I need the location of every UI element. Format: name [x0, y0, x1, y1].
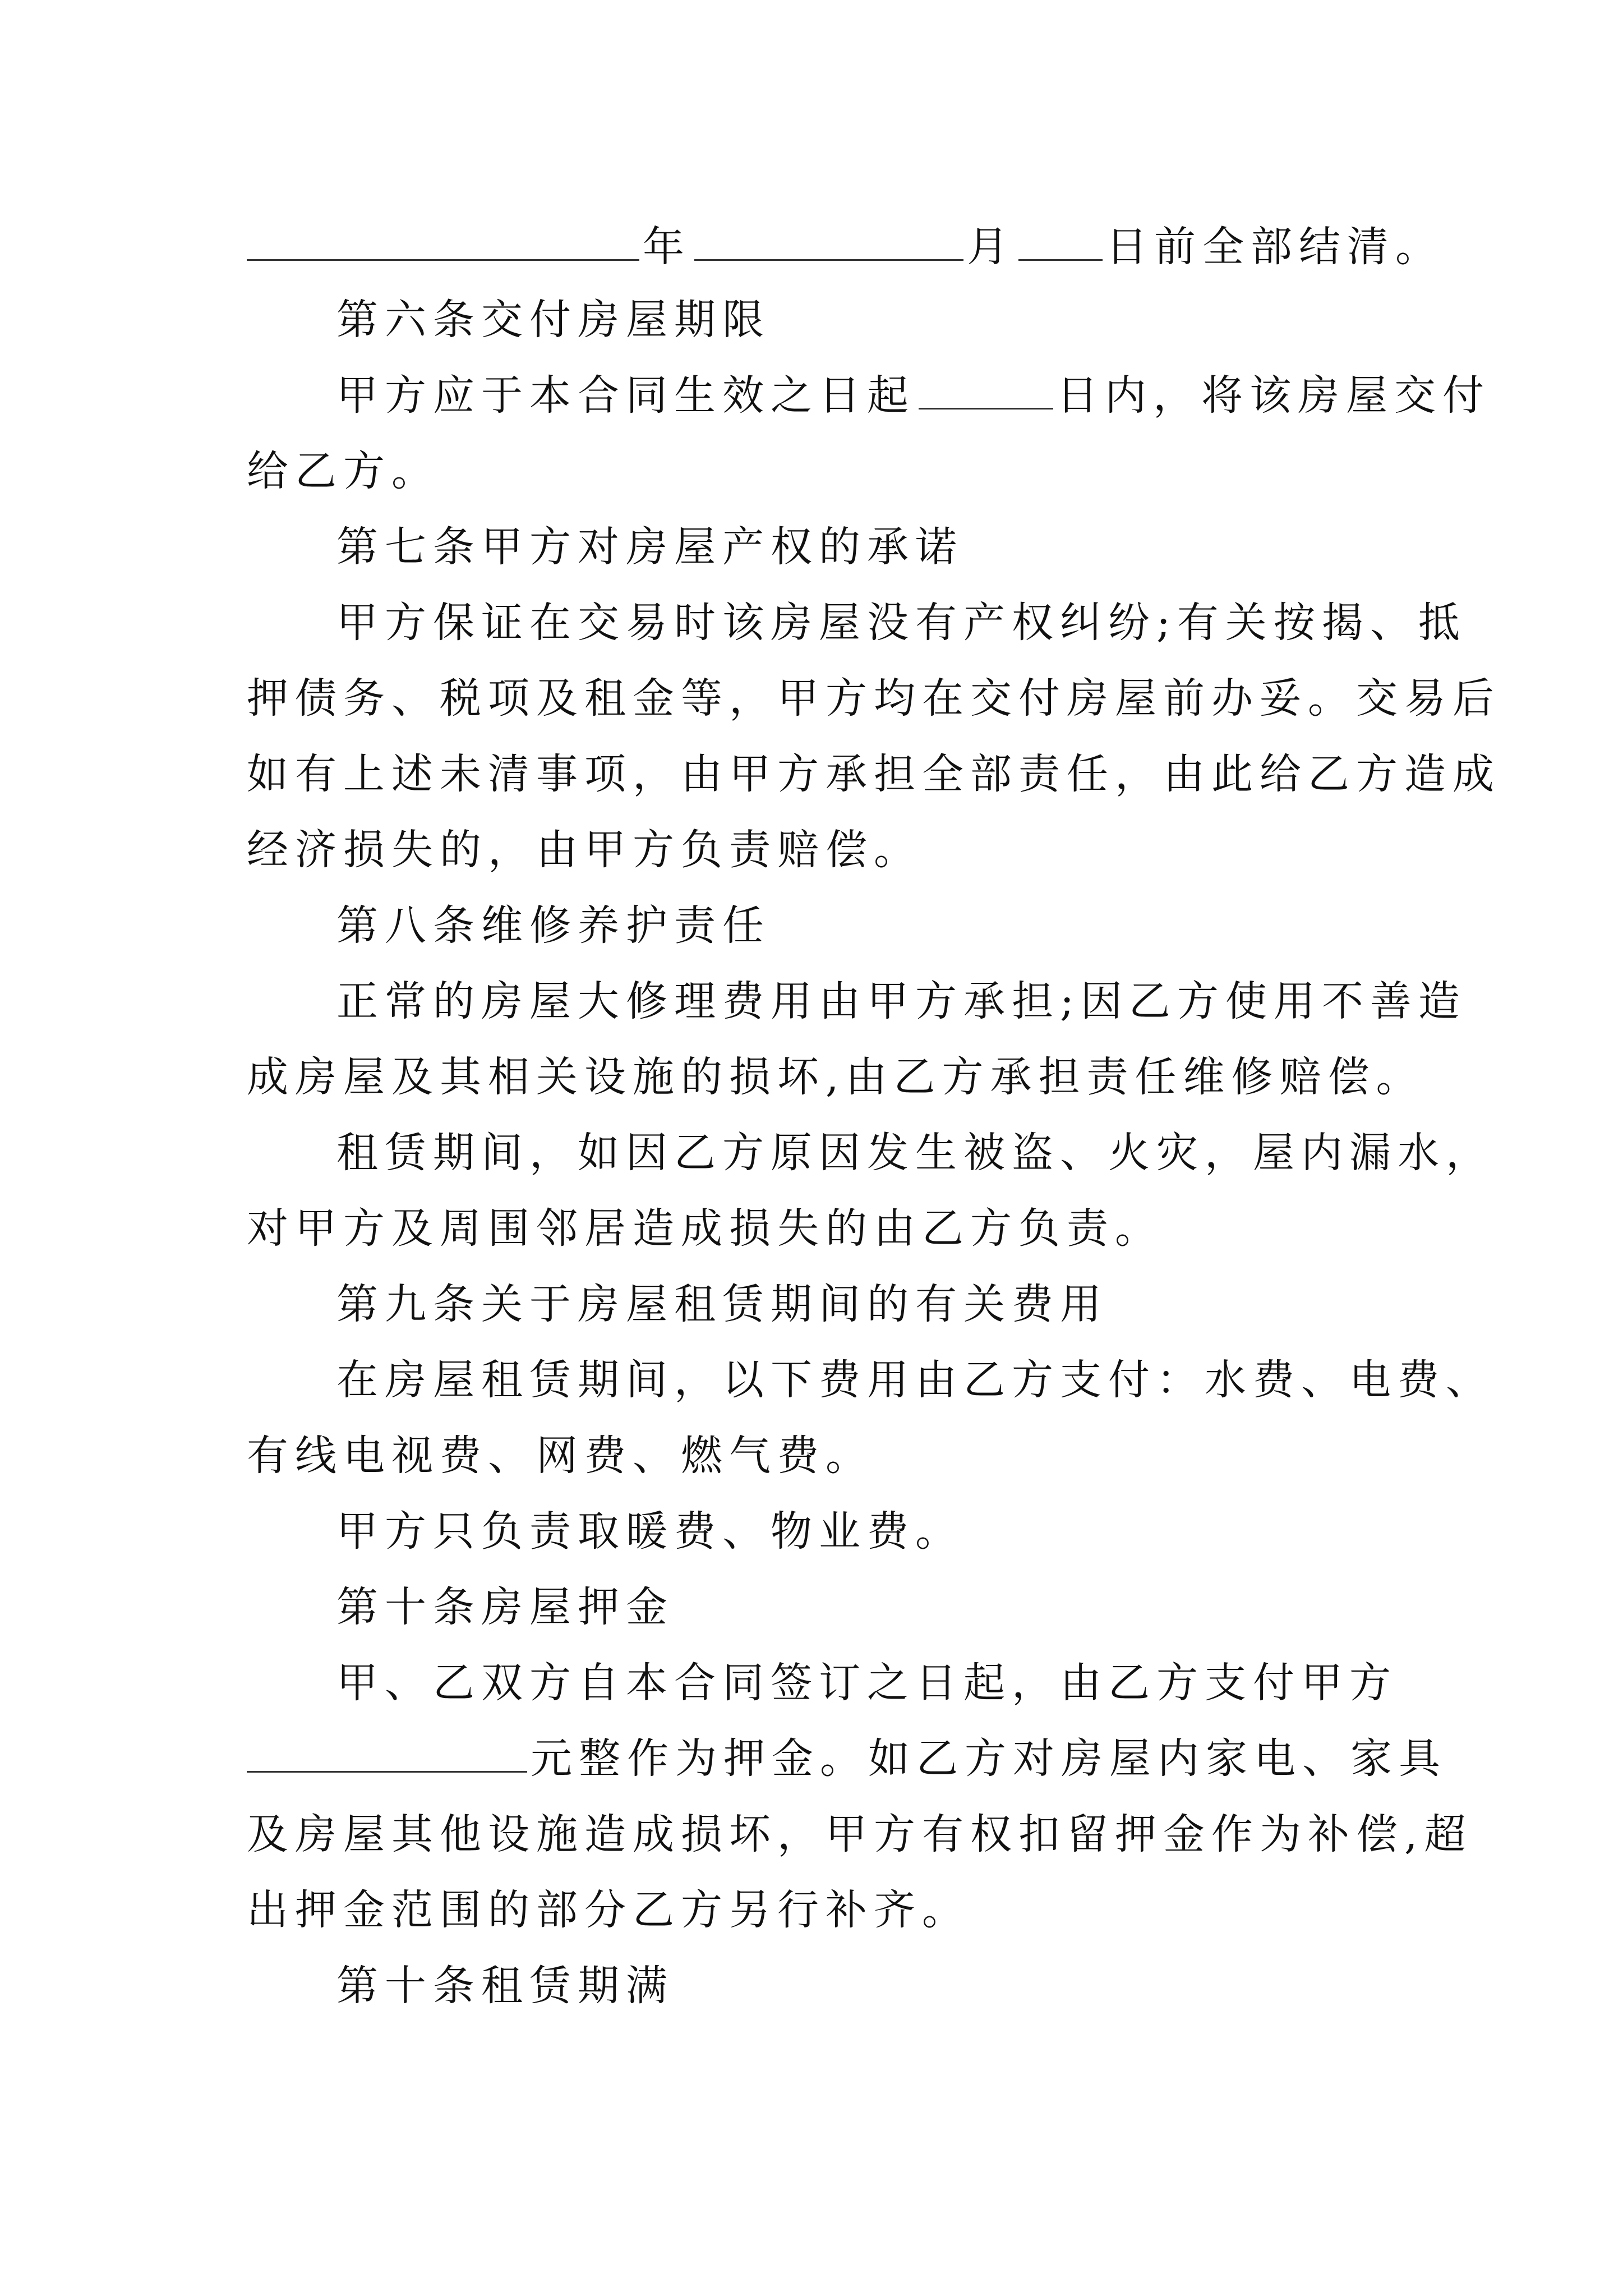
article-6-line-2: 给乙方。: [247, 447, 440, 495]
article-10-line-4: 出押金范围的部分乙方另行补齐。: [247, 1886, 970, 1934]
article-9-line-3: 甲方只负责取暖费、物业费。: [336, 1507, 963, 1556]
article-6-text-a: 甲方应于本合同生效之日起: [336, 371, 915, 420]
article-7-title: 第七条甲方对房屋产权的承诺: [336, 523, 963, 571]
article-10-line-1: 甲、乙双方自本合同签订之日起，由乙方支付甲方: [336, 1659, 1398, 1707]
day-label: 日前全部结清。: [1106, 223, 1444, 271]
year-blank: [247, 224, 639, 261]
article-7-line-4: 经济损失的，由甲方负责赔偿。: [247, 826, 922, 874]
month-blank: [694, 224, 963, 261]
article-9-title: 第九条关于房屋租赁期间的有关费用: [336, 1280, 1108, 1328]
month-label: 月: [967, 223, 1015, 271]
article-10-line-3: 及房屋其他设施造成损坏，甲方有权扣留押金作为补偿,超: [247, 1810, 1473, 1858]
payment-deadline-line: [247, 219, 1444, 275]
article-8-line-2: 成房屋及其相关设施的损坏,由乙方承担责任维修赔偿。: [247, 1053, 1424, 1101]
article-10-title: 第十条房屋押金: [336, 1583, 674, 1631]
article-6-line-1: [336, 367, 1491, 424]
article-7-line-3: 如有上述未清事项，由甲方承担全部责任，由此给乙方造成: [247, 750, 1501, 798]
article-10b-title: 第十条租赁期满: [336, 1962, 674, 2010]
article-10-text-2: 元整作为押金。如乙方对房屋内家电、家具: [531, 1734, 1447, 1783]
days-blank: [919, 373, 1053, 409]
deposit-blank: [247, 1736, 527, 1773]
article-6-text-b: 日内，将该房屋交付: [1057, 371, 1491, 420]
article-9-line-2: 有线电视费、网费、燃气费。: [247, 1432, 874, 1480]
article-7-line-1: 甲方保证在交易时该房屋没有产权纠纷;有关按揭、抵: [336, 599, 1467, 647]
article-9-line-1: 在房屋租赁期间，以下费用由乙方支付：水费、电费、: [336, 1356, 1494, 1404]
article-8-line-3: 租赁期间，如因乙方原因发生被盗、火灾，屋内漏水，: [336, 1129, 1494, 1177]
article-8-title: 第八条维修养护责任: [336, 901, 771, 950]
article-8-line-1: 正常的房屋大修理费用由甲方承担;因乙方使用不善造: [336, 977, 1467, 1025]
article-7-line-2: 押债务、税项及租金等，甲方均在交付房屋前办妥。交易后: [247, 674, 1501, 723]
article-10-line-2: [247, 1731, 1447, 1787]
year-label: 年: [643, 223, 691, 271]
article-6-title: 第六条交付房屋期限: [336, 296, 771, 344]
article-8-line-4: 对甲方及周围邻居造成损失的由乙方负责。: [247, 1204, 1163, 1253]
day-blank: [1018, 224, 1103, 261]
